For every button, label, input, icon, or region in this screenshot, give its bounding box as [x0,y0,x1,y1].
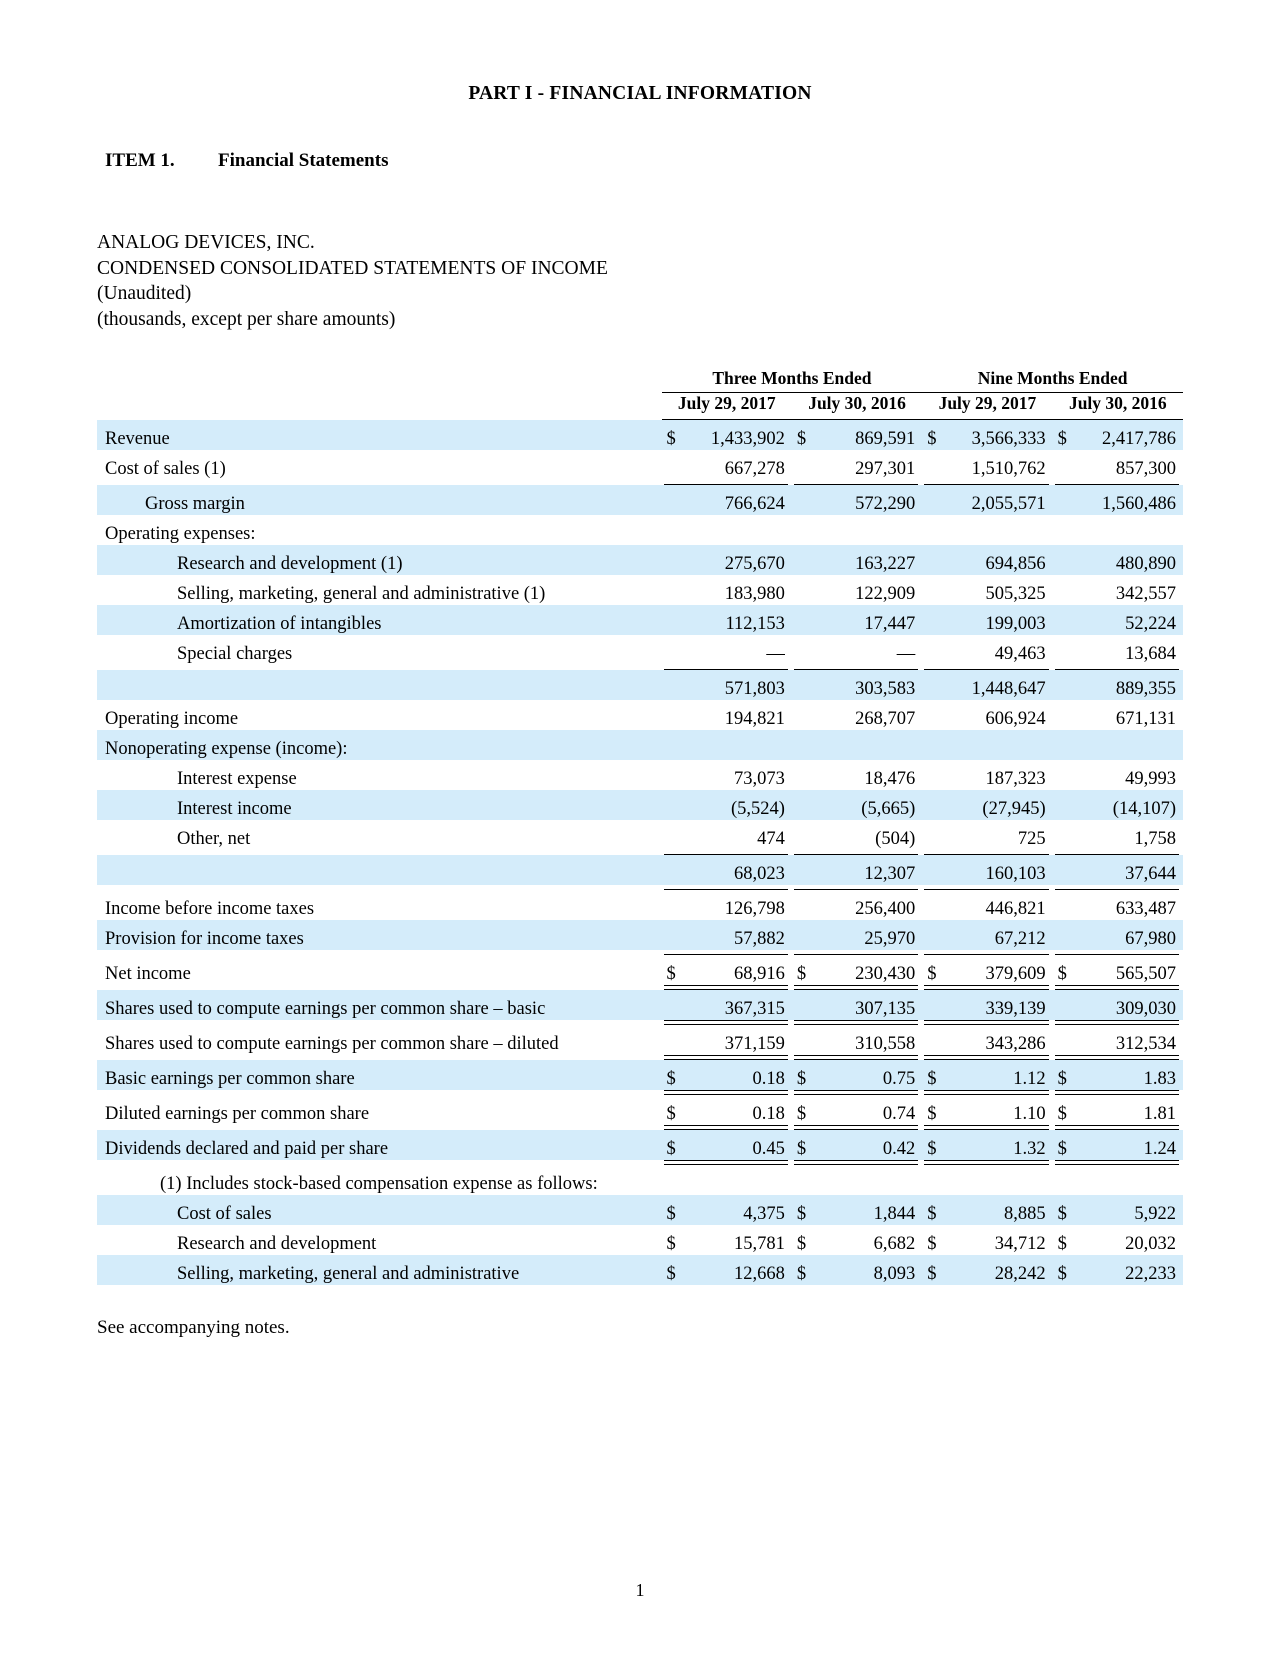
row-label: Research and development [177,1234,377,1254]
row-value: $ 1,844 [792,1195,922,1225]
table-row [97,635,1183,665]
row-value: $ 379,609 [927,964,1046,984]
row-value: 474 [757,829,785,849]
row-value: $ 28,242 [922,1255,1052,1285]
row-value: $ 1.10 [927,1104,1046,1124]
table-row [97,575,1183,605]
row-value: 342,557 [1115,584,1176,604]
group-header-three-months: Three Months Ended [712,368,872,388]
page-number: 1 [635,1580,645,1600]
row-value: 112,153 [662,605,792,635]
table-row [97,920,1183,950]
date-header-spacer [97,393,662,417]
row-value: $ 1.81 [1057,1104,1176,1124]
table-row [97,485,1183,515]
row-value: $ 4,375 [662,1195,792,1225]
row-value: 268,707 [855,709,916,729]
row-value: $ 2,417,786 [1053,420,1183,450]
currency-symbol: $ [666,1069,676,1089]
currency-symbol: $ [1057,1104,1067,1124]
row-value: 309,030 [1053,990,1183,1020]
table-row [97,450,1183,480]
row-value [792,730,922,760]
row-value: 343,286 [985,1034,1046,1054]
table-row [97,1130,1183,1160]
table-row [97,700,1183,730]
date-header-row [97,393,1183,417]
row-label: Cost of sales (1) [105,459,226,479]
row-label: Selling, marketing, general and administrative (1) [177,584,546,604]
row-value: 633,487 [1115,899,1176,919]
row-value: $ 1.83 [1053,1060,1183,1090]
group-header-spacer [97,368,662,391]
row-value: 480,890 [1053,545,1183,575]
statement-title: CONDENSED CONSOLIDATED STATEMENTS OF INCOME [97,257,608,279]
income-statement-table [97,368,1183,1285]
currency-symbol: $ [666,429,676,449]
table-row [97,730,1183,760]
row-value: 52,224 [1053,605,1183,635]
table-row [97,670,1183,700]
row-value: 275,670 [662,545,792,575]
row-label: Revenue [97,420,662,450]
row-label: Nonoperating expense (income): [97,730,662,760]
row-label: Other, net [177,829,251,849]
row-value: 13,684 [1125,644,1176,664]
table-row [97,1195,1183,1225]
row-value [662,515,792,545]
group-header-nine-months: Nine Months Ended [977,368,1128,388]
row-label: Interest expense [177,769,297,789]
table-row [97,420,1183,450]
row-label: Shares used to compute earnings per common share – diluted [105,1034,559,1054]
currency-symbol: $ [1057,1204,1067,1224]
row-label: Dividends declared and paid per share [97,1130,662,1160]
row-value: $ 34,712 [927,1234,1046,1254]
currency-symbol: $ [1057,1139,1067,1159]
accompanying-notes: See accompanying notes. [97,1317,290,1338]
table-row [97,545,1183,575]
row-value: $ 1.32 [922,1130,1052,1160]
row-label [97,670,662,700]
row-value [922,730,1052,760]
row-value: 25,970 [792,920,922,950]
units-note: (thousands, except per share amounts) [97,308,396,330]
row-value: 572,290 [792,485,922,515]
row-value [792,515,922,545]
table-row [97,605,1183,635]
row-value: 857,300 [1115,459,1176,479]
column-header-0: July 29, 2017 [677,393,776,413]
row-value: $ 15,781 [666,1234,785,1254]
row-value: 57,882 [662,920,792,950]
row-value: 303,583 [792,670,922,700]
row-value: $ 0.74 [796,1104,916,1124]
table-row [97,955,1183,985]
row-value: 446,821 [985,899,1046,919]
row-value: $ 1,433,902 [662,420,792,450]
row-value: 12,307 [792,855,922,885]
row-value: $ 869,591 [792,420,922,450]
company-name: ANALOG DEVICES, INC. [97,232,315,253]
row-value: 122,909 [855,584,916,604]
row-label: Diluted earnings per common share [105,1104,370,1124]
row-value: $ 0.18 [666,1104,785,1124]
currency-symbol: $ [666,1104,676,1124]
row-value: $ 68,916 [666,964,785,984]
currency-symbol: $ [666,964,676,984]
currency-symbol: $ [796,964,807,984]
row-value: 194,821 [724,709,785,729]
row-value: 671,131 [1115,709,1176,729]
row-value: 766,624 [662,485,792,515]
row-label: Operating income [105,709,239,729]
currency-symbol: $ [796,1264,807,1284]
row-value: $ 565,507 [1057,964,1176,984]
row-value: 256,400 [855,899,916,919]
currency-symbol: $ [666,1204,676,1224]
currency-symbol: $ [666,1264,676,1284]
row-value [662,1165,792,1195]
row-value: 606,924 [985,709,1046,729]
table-row [97,1095,1183,1125]
row-value: 1,448,647 [922,670,1052,700]
currency-symbol: $ [796,1069,807,1089]
row-value: 2,055,571 [922,485,1052,515]
row-value: 18,476 [864,769,916,789]
row-value [922,1165,1052,1195]
row-label: Net income [105,964,191,984]
row-label: Gross margin [97,485,662,515]
row-value: 367,315 [662,990,792,1020]
table-row [97,820,1183,850]
currency-symbol: $ [796,1139,807,1159]
row-value: 183,980 [724,584,785,604]
row-value: 571,803 [662,670,792,700]
row-value [1053,1165,1183,1195]
row-value: 505,325 [985,584,1046,604]
row-value [922,515,1052,545]
row-value: 37,644 [1053,855,1183,885]
row-label: Basic earnings per common share [97,1060,662,1090]
currency-symbol: $ [1057,964,1067,984]
row-value: $ 0.45 [662,1130,792,1160]
audit-note: (Unaudited) [97,283,192,304]
row-value: 310,558 [855,1034,916,1054]
row-value: 49,463 [994,644,1046,664]
row-value: 371,159 [724,1034,785,1054]
row-value: $ 8,093 [792,1255,922,1285]
row-value: 694,856 [922,545,1052,575]
row-value: 312,534 [1115,1034,1176,1054]
row-value: 1,758 [1134,829,1176,849]
row-label: Provision for income taxes [97,920,662,950]
table-head [97,368,1183,420]
row-value: $ 1.12 [922,1060,1052,1090]
row-label: Income before income taxes [105,899,315,919]
row-label: Operating expenses: [105,524,256,544]
row-value: 126,798 [724,899,785,919]
table-row [97,515,1183,545]
row-label: Interest income [97,790,662,820]
row-value: (14,107) [1053,790,1183,820]
currency-symbol: $ [1057,429,1067,449]
row-value: $ 0.18 [662,1060,792,1090]
row-value: 889,355 [1053,670,1183,700]
row-value: $ 8,885 [922,1195,1052,1225]
row-value: $ 12,668 [662,1255,792,1285]
column-header-3: July 30, 2016 [1068,393,1167,413]
row-value: 307,135 [792,990,922,1020]
row-value: $ 5,922 [1053,1195,1183,1225]
row-label: Selling, marketing, general and administrative [97,1255,662,1285]
row-value: 199,003 [922,605,1052,635]
row-value: 49,993 [1125,769,1176,789]
column-header-1: July 30, 2016 [808,393,906,413]
row-value: (5,665) [792,790,922,820]
row-label: Shares used to compute earnings per common share – basic [97,990,662,1020]
row-value: 67,212 [922,920,1052,950]
row-value: $ 230,430 [796,964,916,984]
row-value: 667,278 [724,459,785,479]
item-title: Financial Statements [218,150,389,171]
row-value: $ 6,682 [796,1234,916,1254]
row-value: (27,945) [922,790,1052,820]
table-row [97,855,1183,885]
income-statement-wrapper [0,368,1280,1285]
currency-symbol: $ [1057,1069,1067,1089]
currency-symbol: $ [796,1204,807,1224]
item-number: ITEM 1. [105,150,175,171]
table-row [97,1060,1183,1090]
row-label: Cost of sales [97,1195,662,1225]
part-title: PART I - FINANCIAL INFORMATION [468,83,812,104]
statement-heading-block [0,230,1280,332]
row-value: 68,023 [662,855,792,885]
row-value: $ 0.75 [792,1060,922,1090]
table-row [97,1025,1183,1055]
row-value: 725 [1017,829,1046,849]
row-value: 17,447 [792,605,922,635]
currency-symbol: $ [666,1139,676,1159]
table-row [97,1255,1183,1285]
row-value: 297,301 [855,459,916,479]
row-value: $ 20,032 [1057,1234,1176,1254]
row-value: 67,980 [1053,920,1183,950]
group-header-row [97,368,1183,391]
currency-symbol: $ [927,1264,937,1284]
currency-symbol: $ [796,1104,807,1124]
currency-symbol: $ [1057,1264,1067,1284]
row-label: Special charges [177,644,293,664]
row-label: (1) Includes stock-based compensation expense as follows: [160,1174,598,1194]
row-value [1053,730,1183,760]
table-row [97,790,1183,820]
row-value: $ 3,566,333 [922,420,1052,450]
row-label: Research and development (1) [97,545,662,575]
table-row [97,760,1183,790]
row-value: 73,073 [734,769,785,789]
table-row [97,990,1183,1020]
currency-symbol: $ [927,1069,937,1089]
row-label [97,855,662,885]
row-label: Amortization of intangibles [97,605,662,635]
row-value: $ 22,233 [1053,1255,1183,1285]
row-value: 339,139 [922,990,1052,1020]
table-row [97,890,1183,920]
currency-symbol: $ [927,964,937,984]
row-value: 1,560,486 [1053,485,1183,515]
currency-symbol: $ [927,1104,937,1124]
currency-symbol: $ [927,1204,937,1224]
row-value: $ 1.24 [1053,1130,1183,1160]
currency-symbol: $ [927,429,937,449]
row-value: $ 0.42 [792,1130,922,1160]
row-value: 160,103 [922,855,1052,885]
row-value: — [766,644,785,664]
row-value [1053,515,1183,545]
column-header-2: July 29, 2017 [938,393,1037,413]
row-value: (504) [875,829,916,849]
currency-symbol: $ [796,429,807,449]
item-heading [0,150,1280,172]
table-row [97,1165,1183,1195]
table-row [97,1225,1183,1255]
row-value: 1,510,762 [971,459,1046,479]
row-value: (5,524) [662,790,792,820]
currency-symbol: $ [666,1234,676,1254]
table-body [97,420,1183,1285]
currency-symbol: $ [927,1139,937,1159]
row-value: 163,227 [792,545,922,575]
row-value [792,1165,922,1195]
row-value: 187,323 [985,769,1046,789]
row-value [662,730,792,760]
currency-symbol: $ [927,1234,937,1254]
currency-symbol: $ [796,1234,807,1254]
currency-symbol: $ [1057,1234,1067,1254]
row-value: — [896,644,916,664]
